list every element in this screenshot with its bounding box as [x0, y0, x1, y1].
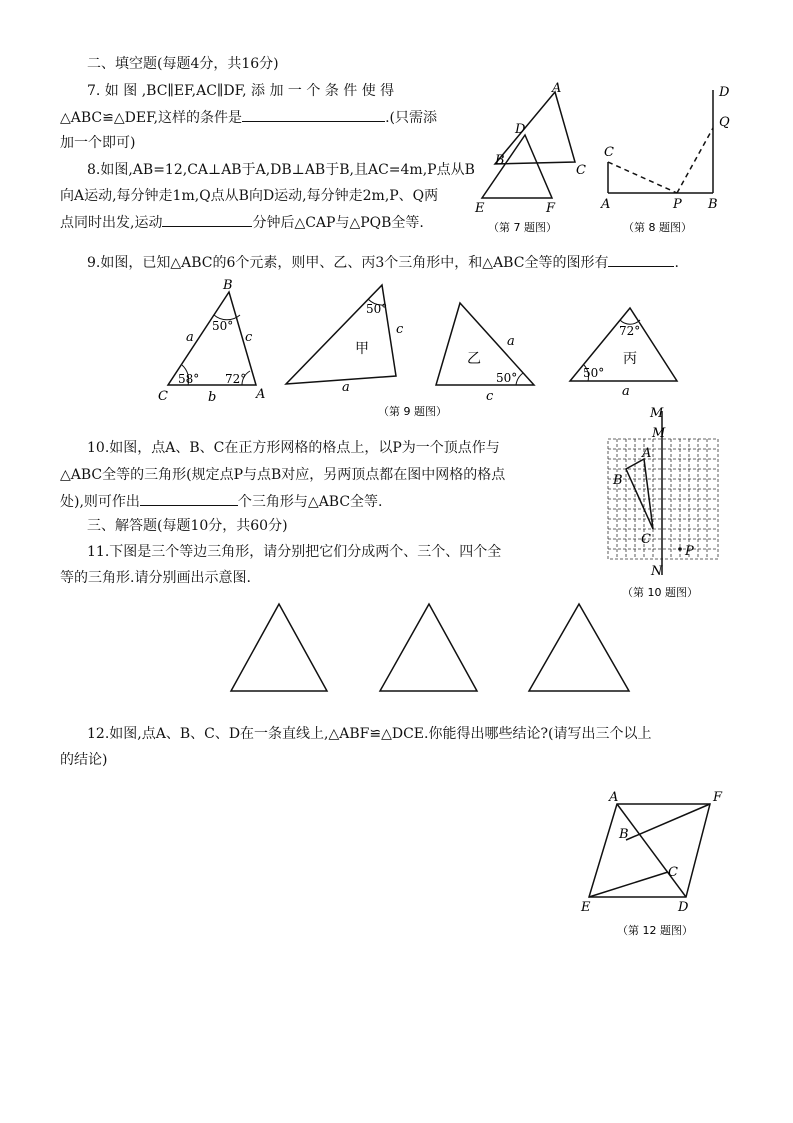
fig12-caption: （第 12 题图） [617, 924, 693, 937]
fig10-label-c: C [641, 532, 651, 547]
fig7-caption: （第 7 题图） [488, 221, 557, 234]
fig8-caption: （第 8 题图） [623, 221, 692, 234]
fig9-triangle-abc [158, 278, 265, 405]
q10-line3-tail: 个三角形与△ABC全等. [237, 494, 383, 510]
fig9-bing-angle-top: 72° [619, 324, 641, 338]
fig9-bing-side-a: a [622, 384, 630, 399]
fig12-line-ec [589, 872, 668, 897]
fig8-label-q: Q [719, 115, 730, 130]
fig10-label-m-top: M [650, 406, 664, 421]
q7-line2 [60, 107, 437, 128]
q10-answer-blank[interactable] [140, 491, 238, 506]
fig8-segment-cp [608, 162, 677, 193]
fig7-triangle-def [482, 135, 552, 198]
fig12-label-c: C [668, 865, 678, 880]
q10-line3 [60, 491, 383, 512]
fig8-label-a: A [601, 197, 611, 212]
fig9-yi-side-c: c [486, 389, 494, 404]
fig12-label-f: F [713, 790, 723, 805]
fig10-caption: （第 10 题图） [622, 586, 698, 599]
q11-triangle-2[interactable] [380, 604, 477, 691]
fig9-label-c: C [158, 389, 168, 404]
fig9-jia-side-a: a [342, 380, 350, 395]
q8-line2: 向A运动,每分钟走1m,Q点从B向D运动,每分钟走2m,P、Q两 [60, 188, 439, 204]
fig9-label-b: B [223, 278, 233, 293]
fig12-parallelogram [589, 804, 710, 897]
fig12-label-d: D [678, 900, 689, 915]
fig9-side-c: c [245, 330, 253, 345]
q7-line2-text: △ABC≌△DEF,这样的条件是 [60, 110, 243, 126]
q11-triangle-1[interactable] [231, 604, 327, 691]
fig10-label-b: B [613, 473, 623, 488]
fig9-jia-name: 甲 [355, 341, 369, 357]
q7-line3: 加一个即可) [60, 135, 136, 151]
fig9-caption: （第 9 题图） [378, 405, 447, 418]
figure-10 [600, 405, 730, 605]
q10-line3-text: 处),则可作出 [60, 494, 140, 510]
figure-7 [470, 80, 600, 240]
fig9-jia-side-c: c [396, 322, 404, 337]
fig9-angle-b: 50° [212, 319, 234, 333]
fig10-label-n: N [651, 564, 663, 579]
figure-9 [150, 275, 700, 425]
q9-text [87, 252, 679, 273]
q8-line3-text: 点同时出发,运动 [60, 215, 163, 231]
fig9-yi-side-a: a [507, 334, 515, 349]
fig10-triangle-abc [626, 459, 653, 529]
fig12-label-b: B [619, 827, 629, 842]
fig9-triangle-jia [286, 285, 404, 395]
fig7-label-c: C [576, 163, 586, 178]
fig7-label-f: F [546, 201, 556, 216]
fig9-jia-angle: 50° [366, 302, 388, 316]
fig8-segment-pq [677, 128, 713, 193]
figure-8 [595, 80, 740, 240]
fig9-angle-c: 58° [178, 372, 200, 386]
section-3-heading: 三、解答题(每题10分，共60分) [87, 518, 288, 534]
q11-line1: 11.下图是三个等边三角形，请分别把它们分成两个、三个、四个全 [87, 544, 502, 560]
q7-line2-tail: .(只需添 [385, 110, 437, 126]
q12-line2: 的结论) [60, 752, 108, 768]
fig9-yi-name: 乙 [467, 351, 481, 367]
fig12-label-e: E [581, 900, 591, 915]
fig12-label-a: A [609, 790, 619, 805]
fig12-line-bf [626, 804, 710, 840]
fig10-label-p: P [685, 544, 694, 559]
q8-answer-blank[interactable] [162, 212, 252, 227]
fig9-side-a: a [186, 330, 194, 345]
q8-line1: 8.如图,AB=12,CA⊥AB于A,DB⊥AB于B,且AC=4m,P点从B [87, 162, 475, 178]
fig8-label-c: C [604, 145, 614, 160]
fig9-yi-angle: 50° [496, 371, 518, 385]
fig10-grid [608, 439, 718, 559]
q7-answer-blank[interactable] [242, 107, 385, 122]
q10-line1: 10.如图，点A、B、C在正方形网格的格点上，以P为一个顶点作与 [87, 440, 500, 456]
q9-answer-blank[interactable] [608, 252, 674, 267]
q8-line3 [60, 212, 424, 233]
fig7-label-e: E [475, 201, 485, 216]
fig7-label-b: B [495, 153, 505, 168]
fig7-triangle-abc [495, 92, 575, 164]
fig9-bing-name: 丙 [623, 351, 637, 367]
fig10-label-m: M [652, 426, 666, 441]
fig9-bing-angle-left: 50° [583, 366, 605, 380]
q11-line2: 等的三角形.请分别画出示意图. [60, 570, 251, 586]
fig9-label-a: A [256, 387, 266, 402]
q11-triangles [225, 600, 635, 695]
q9-tail: . [674, 255, 679, 271]
fig8-label-d: D [719, 85, 730, 100]
fig9-angle-a: 72° [225, 372, 247, 386]
q11-triangle-3[interactable] [529, 604, 629, 691]
figure-12 [570, 782, 740, 942]
q10-line2: △ABC全等的三角形(规定点P与点B对应，另两顶点都在图中网格的格点 [60, 467, 506, 483]
fig7-label-d: D [515, 122, 526, 137]
q9-question: 9.如图，已知△ABC的6个元素，则甲、乙、丙3个三角形中，和△ABC全等的图形有 [87, 255, 609, 271]
section-2-heading: 二、填空题(每题4分，共16分) [87, 56, 279, 72]
fig9-side-b: b [208, 390, 217, 405]
fig8-label-b: B [708, 197, 718, 212]
fig10-label-a: A [642, 446, 652, 461]
q8-line3-tail: 分钟后△CAP与△PQB全等. [252, 215, 424, 231]
fig7-label-a: A [552, 81, 562, 96]
fig9-triangle-bing [570, 308, 677, 399]
fig8-label-p: P [673, 197, 682, 212]
fig10-point-p [678, 547, 682, 551]
q12-line1: 12.如图,点A、B、C、D在一条直线上,△ABF≌△DCE.你能得出哪些结论?(请写出三个以上 [87, 726, 652, 742]
q7-line1: 7. 如 图 ,BC∥EF,AC∥DF, 添 加 一 个 条 件 使 得 [87, 83, 395, 99]
fig9-triangle-yi [436, 303, 534, 404]
